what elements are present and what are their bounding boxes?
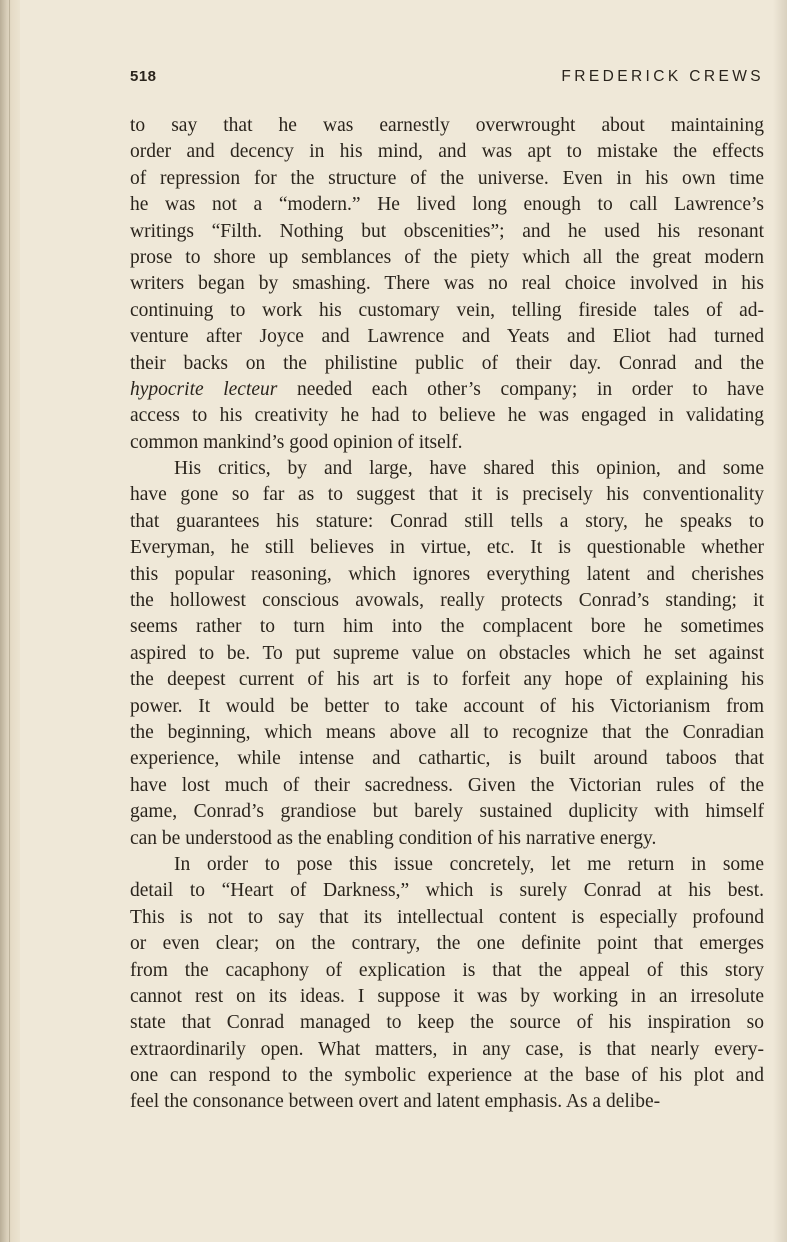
- text-line: Everyman, he still believes in virtue, etc. It is questionable whether: [130, 537, 764, 559]
- text-line: can be understood as the enabling condition of his narrative energy.: [130, 827, 657, 849]
- text-line: In order to pose this issue concretely, let me return in some: [174, 853, 764, 875]
- text-line: power. It would be better to take account of his Victorianism from: [130, 695, 764, 717]
- paragraph: [130, 852, 764, 1116]
- text-line: extraordinarily open. What matters, in any case, is that nearly every-: [130, 1038, 764, 1060]
- text-line: cannot rest on its ideas. I suppose it was by working in an irresolute: [130, 985, 764, 1007]
- text-line: aspired to be. To put supreme value on obstacles which he set against: [130, 642, 764, 664]
- text-line: common mankind’s good opinion of itself.: [130, 431, 463, 453]
- text-run: needed each other’s company; in order to have: [277, 378, 764, 400]
- text-line: seems rather to turn him into the complacent bore he sometimes: [130, 616, 764, 638]
- text-line: continuing to work his customary vein, telling fireside tales of ad-: [130, 299, 764, 321]
- page-number: 518: [130, 68, 157, 85]
- text-line: one can respond to the symbolic experience at the base of his plot and: [130, 1065, 764, 1087]
- text-line: venture after Joyce and Lawrence and Yeats and Eliot had turned: [130, 326, 764, 348]
- text-line: the hollowest conscious avowals, really protects Conrad’s standing; it: [130, 590, 764, 612]
- text-line: have gone so far as to suggest that it is precisely his conventionality: [130, 484, 764, 506]
- text-line: This is not to say that its intellectual content is especially profound: [130, 906, 764, 928]
- text-line: experience, while intense and cathartic, is built around taboos that: [130, 748, 764, 770]
- text-line: writings “Filth. Nothing but obscenities”; and he used his resonant: [130, 220, 764, 242]
- text-line: their backs on the philistine public of their day. Conrad and the: [130, 352, 764, 374]
- text-line: access to his creativity he had to believe he was engaged in validating: [130, 405, 764, 427]
- italic-phrase: hypocrite lecteur: [130, 378, 278, 400]
- text-line: feel the consonance between overt and latent emphasis. As a delibe-: [130, 1091, 661, 1113]
- running-head: [130, 68, 764, 92]
- text-line: have lost much of their sacredness. Given the Victorian rules of the: [130, 774, 764, 796]
- running-head-title: FREDERICK CREWS: [561, 68, 764, 85]
- text-line: he was not a “modern.” He lived long enough to call Lawrence’s: [130, 194, 764, 216]
- body-text: [130, 113, 764, 1116]
- text-line: writers began by smashing. There was no real choice involved in his: [130, 273, 764, 295]
- text-line: prose to shore up semblances of the piety which all the great modern: [130, 246, 764, 268]
- text-line: that guarantees his stature: Conrad still tells a story, he speaks to: [130, 510, 764, 532]
- page-edge-shadow: [773, 0, 787, 1242]
- text-line: state that Conrad managed to keep the source of his inspiration so: [130, 1012, 764, 1034]
- text-line: detail to “Heart of Darkness,” which is surely Conrad at his best.: [130, 880, 764, 902]
- book-spine: [0, 0, 20, 1242]
- paragraph: [130, 456, 764, 852]
- text-line: to say that he was earnestly overwrought about maintaining: [130, 115, 764, 136]
- text-line: game, Conrad’s grandiose but barely sustained duplicity with himself: [130, 801, 764, 823]
- text-line: [130, 377, 764, 403]
- text-line: this popular reasoning, which ignores everything latent and cherishes: [130, 563, 764, 585]
- paragraph: [130, 113, 764, 456]
- text-line: or even clear; on the contrary, the one definite point that emerges: [130, 933, 764, 955]
- text-line: of repression for the structure of the universe. Even in his own time: [130, 167, 764, 189]
- text-line: the deepest current of his art is to forfeit any hope of explaining his: [130, 669, 764, 691]
- text-line: His critics, by and large, have shared this opinion, and some: [174, 458, 764, 480]
- text-line: from the cacaphony of explication is that the appeal of this story: [130, 959, 764, 981]
- text-line: the beginning, which means above all to recognize that the Conradian: [130, 721, 764, 743]
- text-line: order and decency in his mind, and was apt to mistake the effects: [130, 141, 764, 163]
